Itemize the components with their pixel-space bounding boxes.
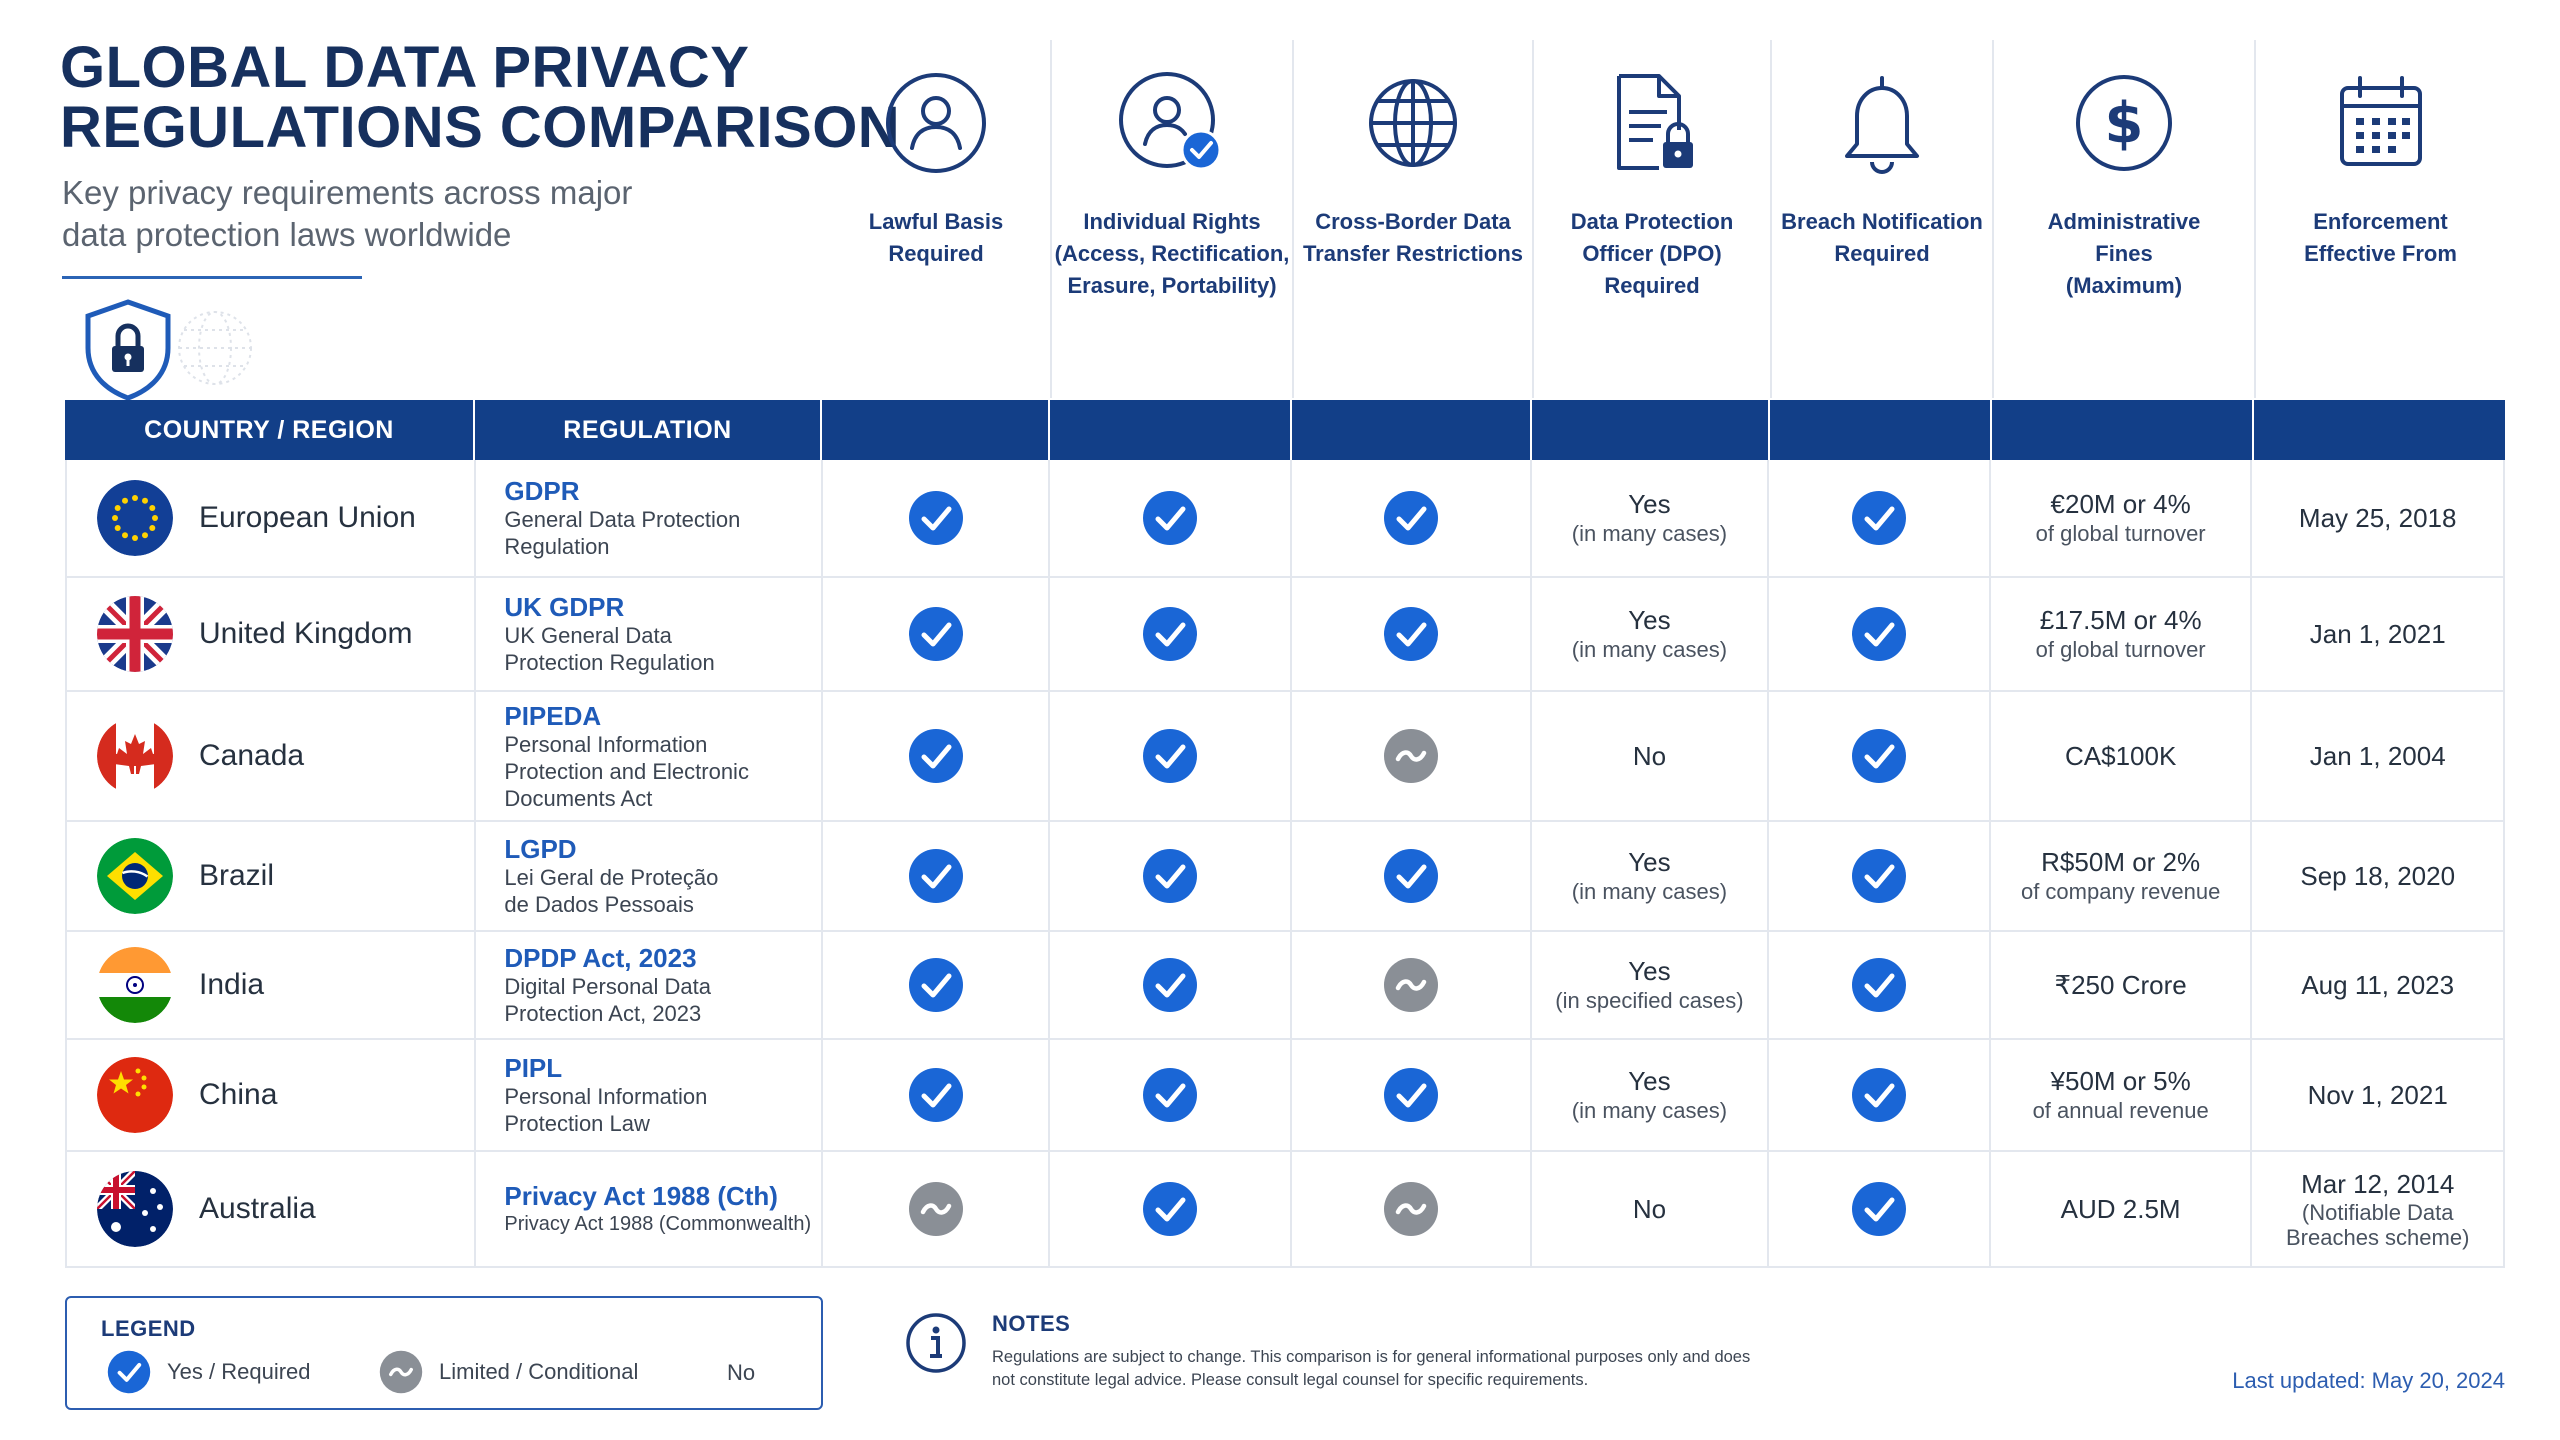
document-lock-icon (1597, 68, 1707, 178)
cross-border-cell (1292, 932, 1532, 1038)
enforcement-cell (2252, 692, 2503, 820)
breach-cell (1769, 822, 1991, 930)
dpo-value: No (1632, 1194, 1667, 1224)
check-icon (1383, 848, 1439, 904)
breach-cell (1769, 932, 1991, 1038)
svg-text:$: $ (2104, 91, 2144, 156)
check-icon (1142, 957, 1198, 1013)
brazil-flag-icon (97, 838, 173, 914)
header-fines-cell (1992, 400, 2254, 460)
regulation-name: PIPL (504, 1053, 563, 1083)
individual-rights-cell (1050, 1152, 1292, 1266)
country-cell (67, 692, 476, 820)
page-title (60, 35, 901, 160)
header-regulation: REGULATION (475, 400, 822, 460)
check-icon (107, 1350, 151, 1394)
country-name: European Union (199, 501, 416, 534)
globe-icon (1358, 68, 1468, 178)
dpo-value: Yes (1628, 1066, 1671, 1096)
enforcement-date: May 25, 2018 (2298, 503, 2457, 533)
uk-flag-icon (97, 596, 173, 672)
header-lawful-basis-cell (822, 400, 1050, 460)
country-name: Canada (199, 739, 305, 772)
country-cell (67, 1152, 476, 1266)
regulation-cell (476, 822, 822, 930)
bell-icon (1827, 68, 1937, 178)
individual-rights-cell (1050, 822, 1292, 930)
regulation-cell (476, 1152, 822, 1266)
regulation-full-name: Digital Personal Data Protection Act, 2023 (504, 974, 712, 1026)
table-row (67, 692, 2503, 822)
lawful-basis-cell (823, 460, 1051, 576)
enforcement-cell (2252, 822, 2503, 930)
column-label-cross-border: Cross-Border Data Transfer Restrictions (1302, 209, 1524, 266)
regulation-full-name: Lei Geral de Proteção de Dados Pessoais (504, 865, 719, 917)
country-cell (67, 932, 476, 1038)
legend-item-no (727, 1360, 755, 1386)
enforcement-cell (2252, 1040, 2503, 1150)
breach-cell (1769, 460, 1991, 576)
regulation-name: PIPEDA (504, 700, 602, 731)
country-cell (67, 578, 476, 690)
tilde-icon (908, 1181, 964, 1237)
table-row (67, 1040, 2503, 1152)
check-icon (1851, 606, 1907, 662)
enforcement-date: Nov 1, 2021 (2307, 1080, 2448, 1110)
enforcement-date: Jan 1, 2004 (2309, 741, 2446, 771)
check-icon (1851, 490, 1907, 546)
regulation-name: LGPD (504, 834, 577, 864)
column-label-dpo: Data Protection Officer (DPO) Required (1570, 209, 1734, 298)
column-header-lawful-basis (822, 40, 1050, 398)
cross-border-cell (1292, 1152, 1532, 1266)
dpo-note: (in many cases) (1571, 521, 1728, 546)
tilde-icon (1383, 957, 1439, 1013)
china-flag-icon (97, 1057, 173, 1133)
cross-border-cell (1292, 460, 1532, 576)
header-dpo-cell (1532, 400, 1770, 460)
country-name: Brazil (199, 859, 275, 892)
fines-note: of company revenue (2020, 879, 2221, 904)
enforcement-cell (2252, 1152, 2503, 1266)
fines-value: €20M or 4% (2050, 489, 2191, 519)
cross-border-cell (1292, 1040, 1532, 1150)
regulation-cell (476, 932, 822, 1038)
check-icon (1142, 1181, 1198, 1237)
breach-cell (1769, 692, 1991, 820)
regulation-name: Privacy Act 1988 (Cth) (504, 1180, 778, 1211)
dpo-value: Yes (1628, 605, 1671, 635)
check-icon (1851, 1067, 1907, 1123)
individual-rights-cell (1050, 1040, 1292, 1150)
regulation-full-name: Personal Information Protection Law (504, 1084, 708, 1136)
cross-border-cell (1292, 692, 1532, 820)
fines-value: CA$100K (2064, 741, 2177, 771)
dpo-cell (1532, 932, 1770, 1038)
regulation-name: UK GDPR (504, 592, 625, 622)
column-label-fines: Administrative Fines (Maximum) (2047, 209, 2201, 298)
check-icon (1383, 1067, 1439, 1123)
table-row (67, 578, 2503, 692)
dpo-note: (in many cases) (1571, 1098, 1728, 1123)
page-title-line-1: GLOBAL DATA PRIVACY (60, 35, 750, 100)
check-icon (1851, 957, 1907, 1013)
dpo-cell (1532, 460, 1770, 576)
lawful-basis-cell (823, 822, 1051, 930)
india-flag-icon (97, 947, 173, 1023)
table-header (65, 400, 2505, 460)
lawful-basis-cell (823, 692, 1051, 820)
table-row (67, 822, 2503, 932)
fines-cell (1991, 460, 2253, 576)
fines-cell (1991, 932, 2253, 1038)
breach-cell (1769, 1040, 1991, 1150)
enforcement-date: Mar 12, 2014 (2301, 1169, 2455, 1199)
column-header-fines (1992, 40, 2254, 398)
last-updated: Last updated: May 20, 2024 (2232, 1368, 2505, 1393)
dpo-value: Yes (1628, 847, 1671, 877)
column-headers (822, 40, 2505, 398)
regulation-cell (476, 578, 822, 690)
individual-rights-cell (1050, 932, 1292, 1038)
check-icon (908, 848, 964, 904)
fines-value: ¥50M or 5% (2050, 1066, 2191, 1096)
column-header-breach (1770, 40, 1992, 398)
dpo-value: Yes (1628, 956, 1671, 986)
lawful-basis-cell (823, 1040, 1051, 1150)
check-icon (908, 1067, 964, 1123)
dollar-icon (2069, 68, 2179, 178)
column-header-dpo (1532, 40, 1770, 398)
enforcement-date: Jan 1, 2021 (2309, 619, 2446, 649)
info-icon (905, 1312, 967, 1374)
notes-body: Regulations are subject to change. This comparison is for general informational purposes only and does not constitute legal advice. Please consult legal counsel for specific requirements. (992, 1348, 1751, 1389)
cross-border-cell (1292, 578, 1532, 690)
column-header-individual-rights (1050, 40, 1292, 398)
fines-note: of global turnover (2035, 637, 2206, 662)
check-icon (1851, 728, 1907, 784)
individual-rights-cell (1050, 578, 1292, 690)
country-name: India (199, 968, 265, 1001)
check-icon (1142, 728, 1198, 784)
fines-cell (1991, 822, 2253, 930)
check-icon (908, 957, 964, 1013)
header-breach-cell (1770, 400, 1992, 460)
legend-box (65, 1296, 823, 1410)
check-icon (1851, 848, 1907, 904)
table-row (67, 932, 2503, 1040)
person-icon (881, 68, 991, 178)
regulation-cell (476, 692, 822, 820)
shield-lock-icon (80, 296, 260, 401)
check-icon (1142, 606, 1198, 662)
column-header-enforcement (2254, 40, 2505, 398)
column-header-cross-border (1292, 40, 1532, 398)
column-label-individual-rights: Individual Rights (Access, Rectification, Erasure, Portability) (1054, 209, 1290, 298)
comparison-table (65, 460, 2505, 1268)
enforcement-date: Sep 18, 2020 (2300, 861, 2456, 891)
dpo-note: (in many cases) (1571, 879, 1728, 904)
header-enforcement-cell (2254, 400, 2505, 460)
header-individual-rights-cell (1050, 400, 1292, 460)
regulation-full-name: UK General Data Protection Regulation (504, 623, 715, 675)
breach-cell (1769, 1152, 1991, 1266)
country-name: United Kingdom (199, 617, 413, 650)
legend-item-yes (107, 1350, 311, 1394)
check-icon (908, 728, 964, 784)
legend-label-limited: Limited / Conditional (439, 1359, 639, 1384)
australia-flag-icon (97, 1171, 173, 1247)
column-label-lawful-basis: Lawful Basis Required (868, 209, 1004, 266)
column-label-breach: Breach Notification Required (1781, 209, 1983, 266)
dpo-note: (in many cases) (1571, 637, 1728, 662)
column-label-enforcement: Enforcement Effective From (2304, 209, 2457, 266)
legend-label-yes: Yes / Required (167, 1359, 311, 1384)
fines-cell (1991, 1152, 2253, 1266)
fines-cell (1991, 578, 2253, 690)
check-icon (1142, 1067, 1198, 1123)
check-icon (1142, 848, 1198, 904)
dpo-cell (1532, 822, 1770, 930)
dpo-cell (1532, 1040, 1770, 1150)
legend-label-no: No (727, 1360, 756, 1385)
fines-value: ₹250 Crore (2054, 970, 2187, 1000)
fines-value: R$50M or 2% (2041, 847, 2201, 877)
fines-cell (1991, 1040, 2253, 1150)
country-cell (67, 460, 476, 576)
fines-note: of annual revenue (2032, 1098, 2209, 1123)
header-cross-border-cell (1292, 400, 1532, 460)
fines-value: AUD 2.5M (2060, 1194, 2181, 1224)
dpo-value: Yes (1628, 489, 1671, 519)
country-name: China (199, 1078, 278, 1111)
regulation-full-name: Personal Information Protection and Electronic Documents Act (504, 731, 749, 811)
tilde-icon (1383, 728, 1439, 784)
enforcement-date: Aug 11, 2023 (2301, 970, 2455, 1000)
dpo-value: No (1632, 741, 1667, 771)
check-icon (1142, 490, 1198, 546)
check-icon (908, 490, 964, 546)
regulation-full-name: Privacy Act 1988 (Commonwealth) (504, 1212, 812, 1235)
individual-rights-cell (1050, 692, 1292, 820)
check-icon (1383, 490, 1439, 546)
page-subtitle: Key privacy requirements across major data protection laws worldwide (62, 174, 633, 253)
table-row (67, 1152, 2503, 1266)
tilde-icon (1383, 1181, 1439, 1237)
table-row (67, 460, 2503, 578)
check-icon (1383, 606, 1439, 662)
regulation-cell (476, 460, 822, 576)
dpo-cell (1532, 1152, 1770, 1266)
legend-title: LEGEND (101, 1316, 196, 1341)
eu-flag-icon (97, 480, 173, 556)
tilde-icon (379, 1350, 423, 1394)
country-cell (67, 822, 476, 930)
enforcement-cell (2252, 578, 2503, 690)
regulation-name: GDPR (504, 476, 580, 506)
enforcement-note: (Notifiable Data Breaches scheme) (2286, 1200, 2470, 1250)
legend-item-limited (379, 1350, 638, 1394)
lawful-basis-cell (823, 578, 1051, 690)
cross-border-cell (1292, 822, 1532, 930)
lawful-basis-cell (823, 932, 1051, 1038)
enforcement-cell (2252, 460, 2503, 576)
page-title-line-2: REGULATIONS COMPARISON (60, 95, 901, 160)
check-icon (908, 606, 964, 662)
fines-cell (1991, 692, 2253, 820)
calendar-icon (2326, 68, 2436, 178)
breach-cell (1769, 578, 1991, 690)
dpo-cell (1532, 578, 1770, 690)
check-icon (1851, 1181, 1907, 1237)
canada-flag-icon (97, 718, 173, 794)
fines-value: £17.5M or 4% (2039, 605, 2202, 635)
regulation-name: DPDP Act, 2023 (504, 943, 697, 973)
lawful-basis-cell (823, 1152, 1051, 1266)
enforcement-cell (2252, 932, 2503, 1038)
regulation-cell (476, 1040, 822, 1150)
regulation-full-name: General Data Protection Regulation (504, 507, 741, 559)
dpo-note: (in specified cases) (1555, 988, 1744, 1013)
person-check-icon (1117, 68, 1227, 178)
header-country-region: COUNTRY / REGION (65, 400, 475, 460)
country-name: Australia (199, 1192, 316, 1225)
dpo-cell (1532, 692, 1770, 820)
fines-note: of global turnover (2035, 521, 2206, 546)
individual-rights-cell (1050, 460, 1292, 576)
title-divider (62, 276, 362, 279)
notes-title: NOTES (992, 1311, 1071, 1336)
country-cell (67, 1040, 476, 1150)
